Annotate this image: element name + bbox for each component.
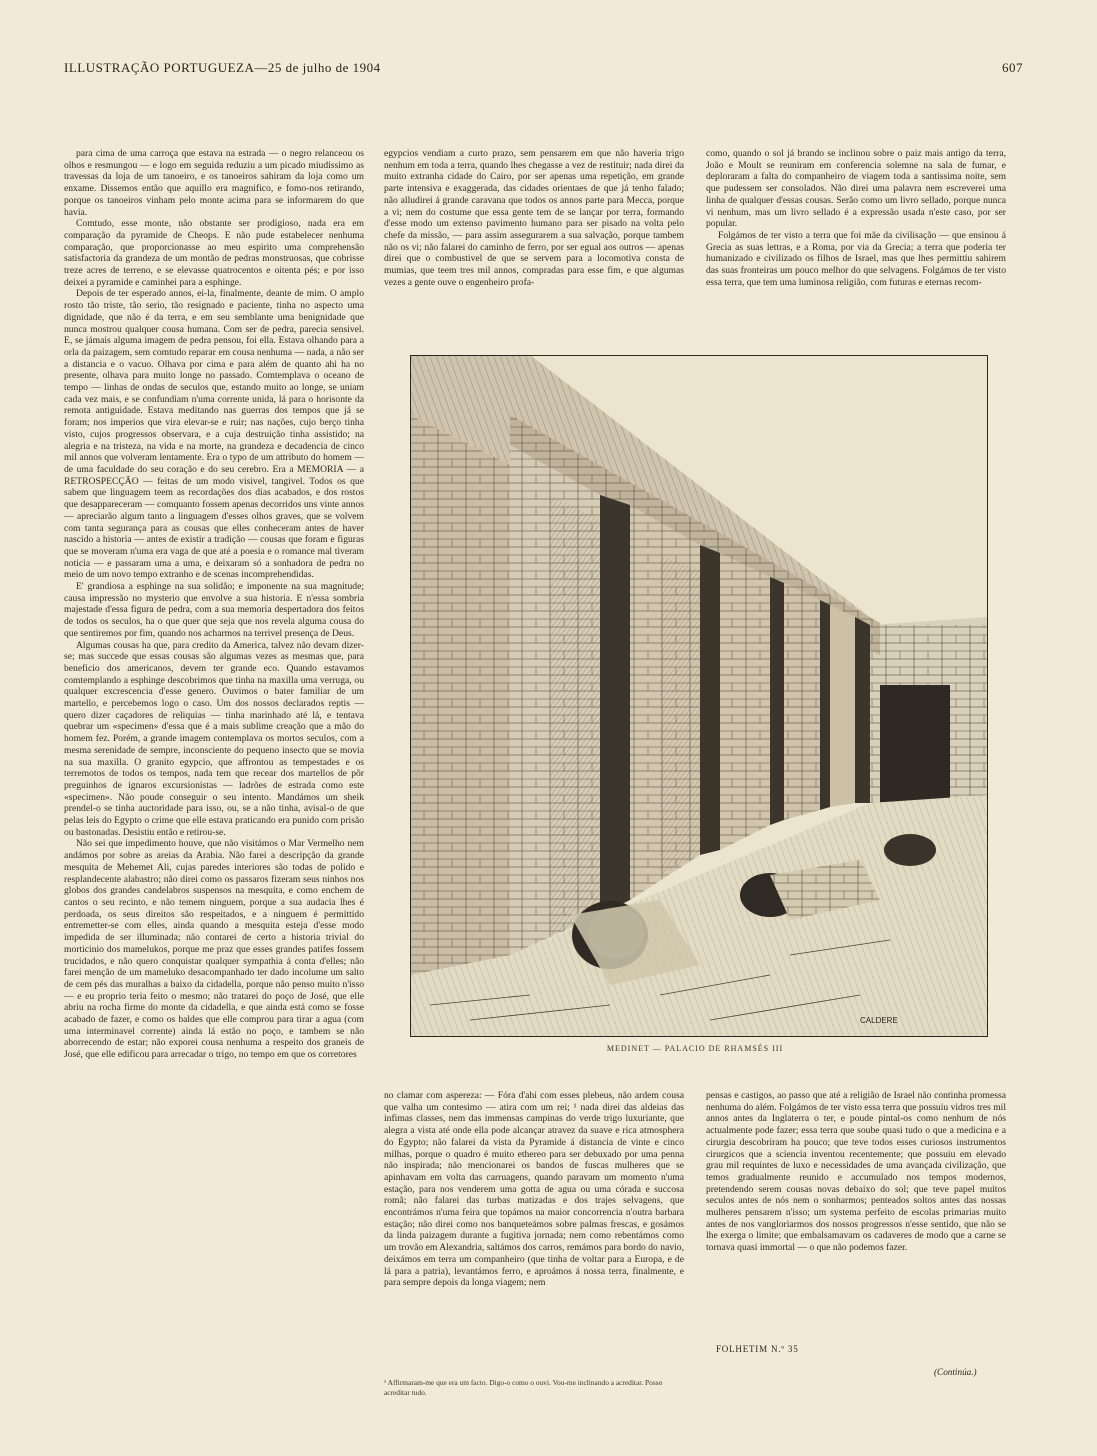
folhetim-label: FOLHETIM N.º 35: [716, 1344, 799, 1354]
paragraph: pensas e castigos, ao passo que até a religião de Israel não continha promessa nenhuma do além. Folgámos de ter visto essa terra que possuiu vidros tres mil annos antes da Inglaterra o ter, e poude pintal-os como nenhum de nós actualmente pode fazer; essa terra que soube quasi tudo o que a medicina e a cirurgia descobriram ha pouco; que teve todos esses curiosos instrumentos cirurgicos que a sciencia inventou recentemente; que possuiu em elevado grau mil requintes de luxo e necessidades de uma avançada civilização, que temos gradualmente reunido e accumulado nos tempos modernos, pretendendo serem cousas novas debaixo do sol; que teve papel muitos seculos antes de nós nem o sonharmos; penteados soltos antes das nossas mulheres pensarem n'isso; um systema perfeito de escolas primarias muito antes de nos vangloriarmos dos nossos progressos n'esse sentido, que não se lhe exerga o limite; que embalsamavam os cadaveres de modo que a carne se tornava quasi immortal — o que não podemos fazer.: [706, 1090, 1006, 1254]
page-number: 607: [1002, 60, 1023, 75]
footnote: ¹ Affirmaram-me que era um facto. Digo-o como o ouvi. Vou-me inclinando a acreditar. Posso acreditar tudo.: [384, 1378, 663, 1397]
paragraph: Depois de ter esperado annos, ei-la, finalmente, deante de mim. O amplo rosto tão triste, tão serio, tão resignado e paciente, tinha no aspecto uma dignidade, que não é da terra, e em seu semblante uma benignidade que nunca mostrou qualquer cousa humana. Com ser de pedra, parecia sensivel. E, se jámais alguma imagem de pedra pensou, foi ella. Estava olhando para a orla da paizagem, sem comtudo reparar em cousa nenhuma — nada, a não ser a distancia e o vacuo. Olhava por cima e para além de quanto ahi ha no presente, olhava para muito longe no passado. Comtemplava o oceano de tempo — linhas de ondas de seculos que, estando muito ao longe, se uniam cada vez mais, e se confundiam n'uma corrente unida, lá para o horisonte da remota antiguidade. Estava meditando nas guerras dos tempos que já se foram; nos imperios que vira elevar-se e ruir; nas nações, cujo berço tinha visto, cujos progressos observara, e a cuja destruição tinha assistido; na alegria e na tristeza, na vida e na morte, na grandeza e decadencia de cinco mil annos que volveram lentamente. Era o typo de um attributo do homem — de uma faculdade do seu coração e do seu cerebro. Era a MEMORIA — a RETROSPECÇÃO — feitas de um modo visivel, tangivel. Todos os que sabem que linguagem teem as recordações dos dias acabados, e dos rostos que desappareceram — comquanto fossem apenas decorridos uns vinte annos — apreciarão algum tanto a linguagem d'esses olhos graves, que se volvem com tanta segurança para as cousas que elles conheceram antes de haver nascido a historia — antes de existir a tradição — cousas que foram e figuras que se moveram n'uma era vaga de que até a poesia e o romance mal tiveram noticia — e passaram uma a uma, e deixaram só a sonhadora de pedra no meio de um novo tempo extranho e de scenas incomprehendidas.: [64, 288, 364, 581]
paragraph: egypcios vendiam a curto prazo, sem pensarem em que não haveria trigo nenhum em toda a terra, quando lhes chegasse a vez de restituir; nada direi da muito extranha cidade do Cairo, por ser apenas uma repetição, em grande parte intensiva e exaggerada, das cidades orientaes de que já tenho falado; não alludirei á grande caravana que todos os annos parte para Mecca, porque a vi; nem do costume que essa gente tem de se lançar por terra, formando d'esse modo um extenso pavimento humano para ser pisado na volta pelo chefe da missão, — para assim assegurarem a sua salvação, porque tambem não os vi; não falarei do caminho de ferro, por ser egual aos outros — apenas direi que o combustivel de que se servem para a locomotiva consta de mumias, que teem tres mil annos, compradas para esse fim, e que algumas vezes a gente ouve o engenheiro profa-: [384, 148, 684, 288]
paragraph: Não sei que impedimento houve, que não visitámos o Mar Vermelho nem andámos por sobre as areias da Arabia. Não farei a descripção da grande mesquita de Mehemet Ali, cujas paredes interiores são todas de polido e resplandecente alabastro; não direi como os passaros fizeram seus ninhos nos globos dos grandes candelabros suspensos na mesquita, e como enchem de cantos o seu recinto, e não temem ninguem, porque a sua audacia lhes é perdoada, os seus direitos são respeitados, e a ninguem é permittido entremetter-se com elles, ainda quando a mesquita esteja d'esse modo impedida de ser illuminada; não contarei de certo a historia trivial do morticinio dos mamelukos, porque me praz que esses grandes patifes fossem trucidados, e não quero conquistar qualquer sympathia á conta d'elles; não farei menção de um mameluko desacompanhado ter dado incolume um salto de cem pés das muralhas a baixo da cidadella, porque não penso muito n'isso — e eu proprio teria feito o mesmo; não tratarei do poço de José, que elle abriu na rocha firme do monte da cidadella, e que ainda está como se fosse acabado de fazer, e como os baldes que elle comprou para tirar a agua (com uma interminavel corrente) ainda lá estão no poço, e tambem se não aborrecendo de estar; não exporei cousa nenhuma a respeito dos graneis de José, que elle edificou para arrecadar o trigo, no tempo em que os corretores: [64, 838, 364, 1061]
paragraph: E' grandiosa a esphinge na sua solidão; e imponente na sua magnitude; causa impressão no mysterio que envolve a sua historia. E n'essa sombria majestade d'essa figura de pedra, com a sua memoria despertadora dos feitos de todos os seculos, ha o que quer que seja que nos revela alguma cousa do que sentiremos por fim, quando nos acharmos na terrivel presença de Deus.: [64, 581, 364, 639]
publication-title: ILLUSTRAÇÃO PORTUGUEZA—25 de julho de 1904: [64, 60, 381, 75]
paragraph: para cima de uma carroça que estava na estrada — o negro relanceou os olhos e resmungou — e logo em seguida reduziu a um picado miudissimo as travessas da loja de um tanoeiro, e os tanoeiros sahiram da loja como um enxame. Dissemos então que aquillo era magnifico, e fomo-nos retirando, porque os tanoeiros vinham pelo monte acima para se informarem do que havia.: [64, 148, 364, 218]
text-column-1: [64, 148, 364, 1378]
continua-label: (Continúa.): [934, 1367, 977, 1377]
temple-ruins-engraving: [410, 355, 988, 1037]
text-column-3-bottom: [706, 1090, 1006, 1320]
figure-caption: MEDINET — PALACIO DE RHAMSÉS III: [606, 1044, 784, 1053]
page-header: [64, 60, 1023, 78]
paragraph: Folgámos de ter visto a terra que foi mãe da civilisação — que ensinou á Grecia as suas lettras, e a Roma, por via da Grecia; a terra que poderia ter humanizado e civilizado os filhos de Israel, mas que lhes permittiu sahirem das suas fronteiras um pouco melhor do que selvagens. Folgámos de ter visto essa terra, que tem uma luminosa religião, com futuras e eternas recom-: [706, 229, 1006, 288]
paragraph: Algumas cousas ha que, para credito da America, talvez não devam dizer-se; mas succede que essas cousas são algumas vezes as mesmas que, para beneficio dos americanos, devem ter grande eco. Quando estavamos comtemplando a esphinge descobrimos que tinha na maxilla uma verruga, ou qualquer excrescencia d'esse genero. Ouvimos o bater familiar de um martello, e percebemos logo o caso. Um dos nossos declarados reptis — quero dizer caçadores de reliquias — tinha marinhado até lá, e tentava quebrar um «specimen» d'essa que é a mais sublime creação que a mão do homem fez. Porém, a grande imagem contemplava os mortos seculos, com a mesma serenidade de sempre, inconsciente do pequeno insecto que se movia na sua maxilla. O granito egypcio, que affrontou as tempestades e os terremotos de todos os tempos, nada tem que recear dos martellos de pôr preguinhos de ignaros excursionistas — ladrões de estrada como este «specimen». Não poude conseguir o seu intento. Mandámos um sheik prendel-o se tinha auctoridade para isso, ou, se a não tinha, avisal-o de que pelas leis do Egypto o crime que elle estava praticando era punido com prisão ou bastonadas. Desistiu então e retirou-se.: [64, 639, 364, 838]
paragraph: no clamar com aspereza: — Fóra d'ahi com esses plebeus, não ardem cousa que valha um contesimo — atira com um rei; ¹ nada direi das aldeias das infimas classes, nem das immensas campinas do verde trigo luxuriante, que alegra a vista até onde ella pode alcançar atravez da suave e rica atmosphera do Egypto; não falarei da vista da Pyramide á distancia de vinte e cinco milhas, porque o quadro é muito ethereo para ser debuxado por uma penna não inspirada; não mencionarei os bandos de fuscas mulheres que se apinhavam em volta das carruagens, quando paravam um momento n'uma estação, para nos venderem uma gotta de agua ou uma córada e succosa romã; não falarei das turbas matizadas e dos trajes selvagens, que encontrámos n'uma feira que topámos na maior concorrencia n'outra barbara estação; não direi como nos banqueteámos sobre palmas frescas, e gosámos da linda paizagem durante a fugitiva jornada; nem como rebentámos como um trovão em Alexandria, saltámos dos carros, remámos para bordo do navio, deixámos em terra um companheiro (que tinha de voltar para a Europa, e de lá para a patria), levantámos ferro, e aproámos á nossa terra, finalmente, e para sempre depois da longa viagem; nem: [384, 1090, 684, 1289]
paragraph: como, quando o sol já brando se inclinou sobre o paiz mais antigo da terra, João e Moult se reuniram em conferencia solemne na sala de fumar, e deploraram a falta do companheiro de viagem toda a santissima noite, sem que pudessem ser consolados. Não direi uma palavra nem escreverei uma linha de qualquer d'essas cousas. Serão como um livro sellado, porque nunca vi nenhum, mas um livro sellado é a expressão usada n'este caso, por ser popular.: [706, 148, 1006, 230]
text-column-2-top: [384, 148, 684, 338]
engraving-illustration: [410, 355, 988, 1037]
paragraph: Comtudo, esse monte, não obstante ser prodigioso, nada era em comparação da pyramide de Cheops. E não pude estabelecer nenhuma comparação, que proporcionasse ao meu espirito uma comprehensão satisfactoria da grandeza de um montão de pedras monstruosas, que cobrisse treze acres de terreno, e se elevasse quatrocentos e oitenta pés; e por isso deixei a pyramide e caminhei para a esphinge.: [64, 218, 364, 288]
text-column-2-bottom: [384, 1090, 684, 1365]
artist-signature: CALDERE: [860, 1016, 898, 1025]
text-column-3-top: [706, 148, 1006, 338]
